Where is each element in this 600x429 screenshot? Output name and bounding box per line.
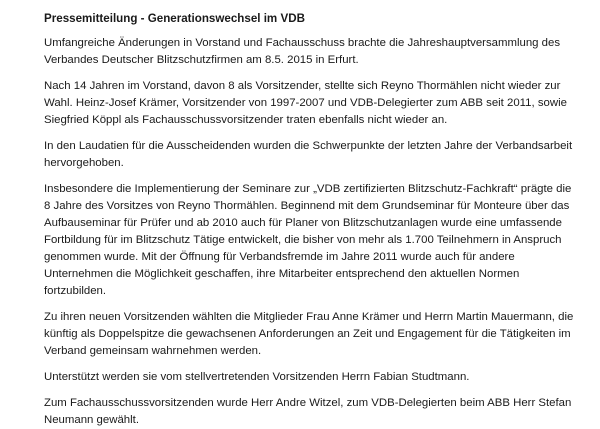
paragraph-laudations: In den Laudatien für die Ausscheidenden wurden die Schwerpunkte der letzten Jahre der Verbandsarbeit hervorgehoben.	[44, 140, 573, 169]
document-title: Pressemitteilung - Generationswechsel im VDB	[44, 12, 305, 25]
paragraph-departures: Nach 14 Jahren im Vorstand, davon 8 als Vorsitzender, stellte sich Reyno Thormählen nicht wieder zur Wahl. Heinz-Josef Krämer, Vorsitzender von 1997-2007 und VDB-Delegierter zum ABB seit 2011, sowie Siegfried Köppl als Fachausschussvorsitzender traten ebenfalls nicht wieder an.	[44, 80, 567, 126]
paragraph-new-chairs: Zu ihren neuen Vorsitzenden wählten die Mitglieder Frau Anne Krämer und Herrn Martin Mauermann, die künftig als Doppelspitze die gewachsenen Anforderungen an Zeit und Engagement für die Tätigkeiten im Verband gemeinsam wahrnehmen werden.	[44, 311, 574, 357]
paragraph-intro: Umfangreiche Änderungen in Vorstand und Fachausschuss brachte die Jahreshauptversammlung des Verbandes Deutscher Blitzschutzfirmen am 8.5. 2015 in Erfurt.	[44, 37, 561, 66]
paragraph-seminars: Insbesondere die Implementierung der Seminare zur „VDB zertifizierten Blitzschutz-Fachkraft“ prägte die 8 Jahre des Vorsitzes von Reyno Thormählen. Beginnend mit dem Grundseminar für Monteure über das Aufbauseminar für Prüfer und ab 2010 auch für Planer von Blitzschutzanlagen wurde eine umfassende Fortbildung für im Blitzschutz Tätige entwickelt, die bisher von mehr als 1.700 Teilnehmern in Anspruch genommen wurde. Mit der Öffnung für Verbandsfremde im Jahre 2011 wurde auch für andere Unternehmen die Möglichkeit geschaffen, ihre Mitarbeiter entsprechend den aktuellen Normen fortzubilden.	[44, 183, 572, 297]
paragraph-deputy: Unterstützt werden sie vom stellvertretenden Vorsitzenden Herrn Fabian Studtmann.	[44, 371, 470, 383]
paragraph-committee: Zum Fachausschussvorsitzenden wurde Herr Andre Witzel, zum VDB-Delegierten beim ABB Herr Stefan Neumann gewählt.	[44, 397, 572, 426]
